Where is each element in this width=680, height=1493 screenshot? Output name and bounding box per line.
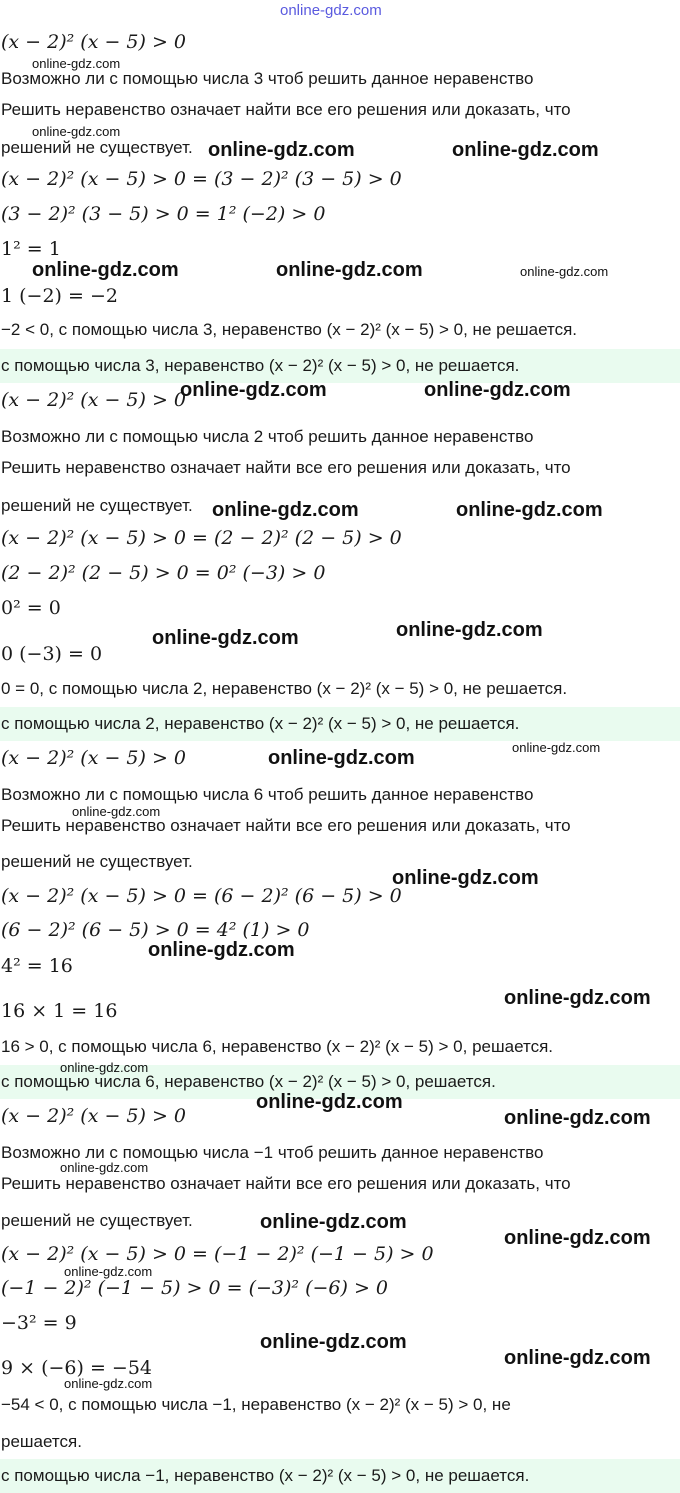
watermark: online-gdz.com (456, 499, 603, 521)
watermark: online-gdz.com (180, 379, 327, 401)
question: Возможно ли с помощью числа 6 чтоб решить данное неравенство (1, 785, 534, 804)
answer: с помощью числа 2, неравенство (x − 2)² (x − 5) > 0, не решается. (1, 714, 520, 733)
calculation-2: 1 (−2) = −2 (1, 285, 118, 307)
inequality: (x − 2)² (x − 5) > 0 (1, 31, 186, 53)
answer-highlight (0, 707, 680, 741)
calculation-2: 9 × (−6) = −54 (1, 1357, 153, 1379)
watermark: online-gdz.com (276, 259, 423, 281)
definition-line-2: решений не существует. (1, 852, 193, 871)
conclusion: 16 > 0, с помощью числа 6, неравенство (x − 2)² (x − 5) > 0, решается. (1, 1037, 553, 1056)
answer: с помощью числа 3, неравенство (x − 2)² (x − 5) > 0, не решается. (1, 356, 520, 375)
watermark: online-gdz.com (32, 259, 179, 281)
watermark: online-gdz.com (60, 1160, 149, 1175)
question: Возможно ли с помощью числа −1 чтоб решить данное неравенство (1, 1143, 544, 1162)
conclusion: −2 < 0, с помощью числа 3, неравенство (x − 2)² (x − 5) > 0, не решается. (1, 320, 578, 339)
definition-line-1: Решить неравенство означает найти все его решения или доказать, что (1, 1174, 571, 1193)
definition-line-1: Решить неравенство означает найти все его решения или доказать, что (1, 816, 571, 835)
calculation-2: 16 × 1 = 16 (1, 1000, 118, 1022)
watermark: online-gdz.com (268, 747, 415, 769)
conclusion: −54 < 0, с помощью числа −1, неравенство (x − 2)² (x − 5) > 0, не (1, 1395, 511, 1414)
watermark: online-gdz.com (512, 740, 601, 755)
substitution-2: (6 − 2)² (6 − 5) > 0 = 4² (1) > 0 (1, 919, 310, 941)
calculation-1: 1² = 1 (1, 238, 61, 260)
watermark: online-gdz.com (32, 124, 121, 139)
watermark: online-gdz.com (152, 627, 299, 649)
definition-line-1: Решить неравенство означает найти все его решения или доказать, что (1, 100, 571, 119)
watermark: online-gdz.com (64, 1264, 153, 1279)
inequality: (x − 2)² (x − 5) > 0 (1, 1105, 186, 1127)
watermark: online-gdz.com (32, 56, 121, 71)
watermark: online-gdz.com (208, 139, 355, 161)
conclusion: 0 = 0, с помощью числа 2, неравенство (x − 2)² (x − 5) > 0, не решается. (1, 679, 568, 698)
definition-line-2: решений не существует. (1, 1211, 193, 1230)
watermark-top: online-gdz.com (280, 2, 382, 19)
calculation-1: 4² = 16 (1, 955, 73, 977)
substitution-2: (2 − 2)² (2 − 5) > 0 = 0² (−3) > 0 (1, 562, 326, 584)
definition-line-2: решений не существует. (1, 138, 193, 157)
conclusion-continued: решается. (1, 1432, 82, 1451)
question: Возможно ли с помощью числа 2 чтоб решить данное неравенство (1, 427, 534, 446)
watermark: online-gdz.com (64, 1376, 153, 1391)
question: Возможно ли с помощью числа 3 чтоб решить данное неравенство (1, 69, 534, 88)
inequality: (x − 2)² (x − 5) > 0 (1, 747, 186, 769)
substitution-1: (x − 2)² (x − 5) > 0 = (2 − 2)² (2 − 5) > 0 (1, 527, 402, 549)
watermark: online-gdz.com (504, 1347, 651, 1369)
watermark: online-gdz.com (452, 139, 599, 161)
answer-highlight (0, 1459, 680, 1493)
watermark: online-gdz.com (60, 1060, 149, 1075)
watermark: online-gdz.com (424, 379, 571, 401)
watermark: online-gdz.com (212, 499, 359, 521)
answer-highlight (0, 349, 680, 383)
watermark: online-gdz.com (148, 939, 295, 961)
calculation-2: 0 (−3) = 0 (1, 643, 103, 665)
watermark: online-gdz.com (504, 1227, 651, 1249)
watermark: online-gdz.com (260, 1211, 407, 1233)
watermark: online-gdz.com (504, 1107, 651, 1129)
substitution-1: (x − 2)² (x − 5) > 0 = (3 − 2)² (3 − 5) > 0 (1, 168, 402, 190)
inequality: (x − 2)² (x − 5) > 0 (1, 389, 186, 411)
substitution-1: (x − 2)² (x − 5) > 0 = (−1 − 2)² (−1 − 5) > 0 (1, 1243, 434, 1265)
watermark: online-gdz.com (72, 804, 161, 819)
watermark: online-gdz.com (256, 1091, 403, 1113)
watermark: online-gdz.com (260, 1331, 407, 1353)
answer: с помощью числа 6, неравенство (x − 2)² (x − 5) > 0, решается. (1, 1072, 496, 1091)
calculation-1: 0² = 0 (1, 597, 61, 619)
watermark: online-gdz.com (520, 264, 609, 279)
substitution-2: (−1 − 2)² (−1 − 5) > 0 = (−3)² (−6) > 0 (1, 1277, 388, 1299)
watermark: online-gdz.com (392, 867, 539, 889)
substitution-2: (3 − 2)² (3 − 5) > 0 = 1² (−2) > 0 (1, 203, 326, 225)
watermark: online-gdz.com (396, 619, 543, 641)
substitution-1: (x − 2)² (x − 5) > 0 = (6 − 2)² (6 − 5) > 0 (1, 885, 402, 907)
answer: с помощью числа −1, неравенство (x − 2)² (x − 5) > 0, не решается. (1, 1466, 530, 1485)
watermark: online-gdz.com (504, 987, 651, 1009)
calculation-1: −3² = 9 (1, 1312, 77, 1334)
definition-line-2: решений не существует. (1, 496, 193, 515)
definition-line-1: Решить неравенство означает найти все его решения или доказать, что (1, 458, 571, 477)
